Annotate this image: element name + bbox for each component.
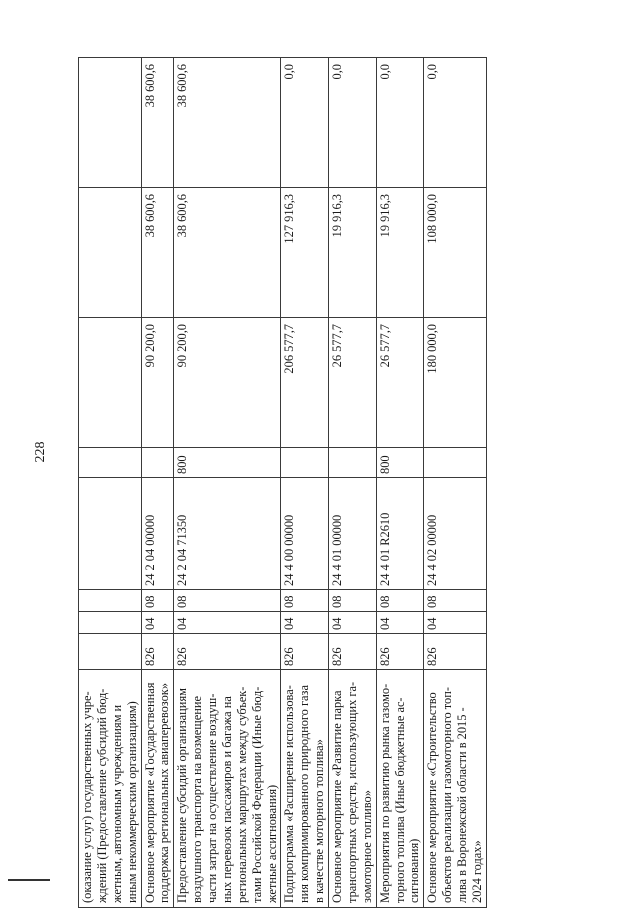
- amount-cell-3: 0,0: [281, 58, 329, 188]
- amount-cell-2: 19 916,3: [376, 188, 424, 318]
- section-cell: 04: [141, 612, 174, 634]
- expense-type-cell: [141, 448, 174, 478]
- expense-type-cell: [281, 448, 329, 478]
- amount-cell-2: 108 000,0: [424, 188, 487, 318]
- grbs-cell: 826: [376, 634, 424, 670]
- item-name-line: транспортных средств, использующих га-: [344, 681, 359, 903]
- subsection-cell: 08: [141, 590, 174, 612]
- section-cell: 04: [376, 612, 424, 634]
- section-cell: 04: [174, 612, 281, 634]
- amount-cell-1: 90 200,0: [141, 318, 174, 448]
- target-article-cell: 24 2 04 71350: [174, 478, 281, 590]
- table-row: [329, 58, 377, 908]
- target-article-cell: 24 4 02 00000: [424, 478, 487, 590]
- target-article-cell: 24 4 01 00000: [329, 478, 377, 590]
- item-name-line: объектов реализации газомоторного топ-: [440, 687, 455, 903]
- table-row: [174, 58, 281, 908]
- item-name-cell: [424, 670, 487, 908]
- item-name-line: 2024 годах»: [469, 840, 484, 903]
- item-name-line: в качестве моторного топлива»: [312, 739, 327, 903]
- item-name-line: Подпрограмма «Расширение использова-: [282, 685, 297, 903]
- amount-cell-3: 38 600,6: [174, 58, 281, 188]
- grbs-cell: 826: [281, 634, 329, 670]
- item-name-line: Основное мероприятие «Строительство: [425, 692, 440, 903]
- section-cell: 04: [281, 612, 329, 634]
- table-row: [79, 58, 142, 908]
- item-name-line: региональных маршрутах между субъек-: [234, 686, 249, 903]
- amount-cell-1: 90 200,0: [174, 318, 281, 448]
- table-row: [141, 58, 174, 908]
- section-cell: 04: [329, 612, 377, 634]
- item-name-cell: [141, 670, 174, 908]
- section-cell: [79, 612, 142, 634]
- subsection-cell: 08: [424, 590, 487, 612]
- item-name-line: зомоторное топливо»: [359, 790, 374, 903]
- grbs-cell: [79, 634, 142, 670]
- expense-type-cell: 800: [376, 448, 424, 478]
- amount-cell-2: 38 600,6: [174, 188, 281, 318]
- amount-cell-2: 127 916,3: [281, 188, 329, 318]
- subsection-cell: 08: [376, 590, 424, 612]
- item-name-line: жетные ассигнования): [264, 784, 279, 903]
- item-name-cell: [174, 670, 281, 908]
- budget-table: [78, 57, 487, 908]
- table-row: [376, 58, 424, 908]
- item-name-line: лива в Воронежской области в 2015 -: [455, 707, 469, 903]
- amount-cell-3: 0,0: [424, 58, 487, 188]
- amount-cell-1: [79, 318, 142, 448]
- table-row: [424, 58, 487, 908]
- subsection-cell: [79, 590, 142, 612]
- amount-cell-3: 0,0: [376, 58, 424, 188]
- grbs-cell: 826: [141, 634, 174, 670]
- subsection-cell: 08: [174, 590, 281, 612]
- target-article-cell: 24 4 01 R2610: [376, 478, 424, 590]
- item-name-line: ных перевозок пассажиров и багажа на: [219, 696, 234, 903]
- section-cell: 04: [424, 612, 487, 634]
- target-article-cell: 24 4 00 00000: [281, 478, 329, 590]
- amount-cell-2: 38 600,6: [141, 188, 174, 318]
- amount-cell-1: 206 577,7: [281, 318, 329, 448]
- item-name-line: сигнования): [407, 838, 422, 903]
- item-name-line: Мероприятия по развитию рынка газомо-: [377, 683, 392, 903]
- page-number: 228: [33, 441, 48, 463]
- scan-edge-mark: [8, 879, 50, 881]
- amount-cell-3: 0,0: [329, 58, 377, 188]
- grbs-cell: 826: [424, 634, 487, 670]
- amount-cell-3: [79, 58, 142, 188]
- expense-type-cell: [424, 448, 487, 478]
- item-name-line: (оказание услуг) государственных учре-: [80, 691, 94, 903]
- amount-cell-2: 19 916,3: [329, 188, 377, 318]
- item-name-line: воздушного транспорта на возмещение: [190, 695, 205, 903]
- item-name-cell: [79, 670, 142, 908]
- amount-cell-1: 180 000,0: [424, 318, 487, 448]
- amount-cell-1: 26 577,7: [376, 318, 424, 448]
- item-name-line: иным некоммерческим организациям): [124, 701, 139, 903]
- item-name-cell: [376, 670, 424, 908]
- item-name-line: ния компримированного природного газа: [297, 685, 312, 903]
- table-row: [281, 58, 329, 908]
- item-name-line: Предоставление субсидий организациям: [175, 688, 190, 903]
- budget-table-body: [79, 58, 487, 908]
- expense-type-cell: [329, 448, 377, 478]
- subsection-cell: 08: [281, 590, 329, 612]
- grbs-cell: 826: [329, 634, 377, 670]
- item-name-line: поддержка региональных авиаперевозок»: [157, 682, 172, 903]
- expense-type-cell: [79, 448, 142, 478]
- amount-cell-2: [79, 188, 142, 318]
- item-name-line: Основное мероприятие «Государственная: [142, 682, 157, 903]
- item-name-cell: [329, 670, 377, 908]
- item-name-line: Основное мероприятие «Развитие парка: [330, 690, 344, 903]
- target-article-cell: 24 2 04 00000: [141, 478, 174, 590]
- item-name-line: жетным, автономным учреждениям и: [109, 704, 124, 903]
- rotated-table-wrapper: [78, 58, 556, 908]
- expense-type-cell: 800: [174, 448, 281, 478]
- target-article-cell: [79, 478, 142, 590]
- item-name-line: ждений (Предоставление субсидий бюд-: [94, 688, 109, 903]
- item-name-line: торного топлива (Иные бюджетные ас-: [392, 697, 407, 903]
- amount-cell-1: 26 577,7: [329, 318, 377, 448]
- item-name-line: части затрат на осуществление воздуш-: [205, 693, 219, 903]
- item-name-cell: [281, 670, 329, 908]
- subsection-cell: 08: [329, 590, 377, 612]
- grbs-cell: 826: [174, 634, 281, 670]
- item-name-line: тами Российской Федерации (Иные бюд-: [249, 686, 264, 903]
- amount-cell-3: 38 600,6: [141, 58, 174, 188]
